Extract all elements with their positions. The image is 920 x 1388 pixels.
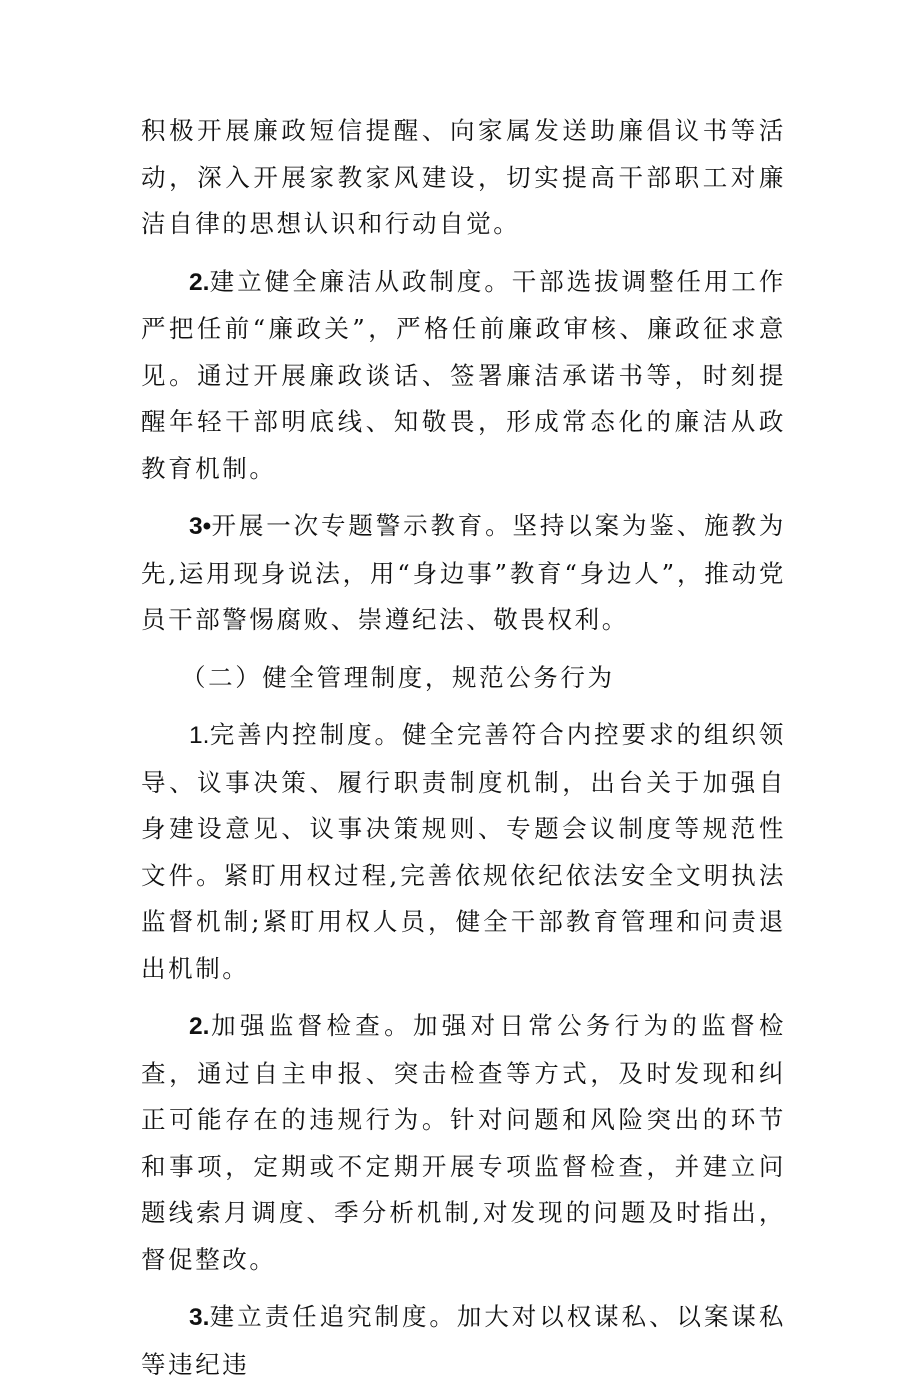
paragraph-text: 加强监督检查。加强对日常公务行为的监督检查，通过自主申报、突击检查等方式，及时发现和纠正可能存在的违规行为。针对问题和风险突出的环节和事项，定期或不定期开展专项监督检查，并建立问题线索月调度、季分析机制,对发现的问题及时指出，督促整改。 [141,1011,786,1274]
paragraph-continuation [141,108,786,248]
paragraph-item-2-integrity-system [141,259,786,493]
section-heading-text: （二）健全管理制度，规范公务行为 [181,662,615,692]
paragraph-text: 完善内控制度。健全完善符合内控要求的组织领导、议事决策、履行职责制度机制，出台关于加强自身建设意见、议事决策规则、专题会议制度等规范性文件。紧盯用权过程,完善依规依纪依法安全文明执法监督机制;紧盯用权人员，健全干部教育管理和问责退出机制。 [141,720,786,983]
item-number: 2. [189,1013,210,1040]
paragraph-item-3-accountability [141,1294,786,1388]
paragraph-text: 建立责任追究制度。加大对以权谋私、以案谋私等违纪违 [141,1302,786,1379]
paragraph-item-3-warning-education [141,503,786,644]
item-number: 3• [189,513,212,540]
section-heading [141,655,786,702]
paragraph-text: 建立健全廉洁从政制度。干部选拔调整任用工作严把任前“廉政关”，严格任前廉政审核、廉政征求意见。通过开展廉政谈话、签署廉洁承诺书等，时刻提醒年轻干部明底线、知敬畏，形成常态化的廉洁从政教育机制。 [141,266,786,483]
paragraph-item-1-internal-control [141,712,786,992]
document-body [141,108,786,1388]
paragraph-text: 积极开展廉政短信提醒、向家属发送助廉倡议书等活动，深入开展家教家风建设，切实提高干部职工对廉洁自律的思想认识和行动自觉。 [141,116,786,238]
paragraph-text: 开展一次专题警示教育。坚持以案为鉴、施教为先,运用现身说法，用“身边事”教育“身边人”，推动党员干部警惕腐败、崇遵纪法、敬畏权利。 [141,511,786,634]
paragraph-item-2-supervision [141,1003,786,1283]
item-number: 3. [189,1304,210,1331]
item-number: 1. [189,722,210,749]
item-number: 2. [189,268,210,296]
